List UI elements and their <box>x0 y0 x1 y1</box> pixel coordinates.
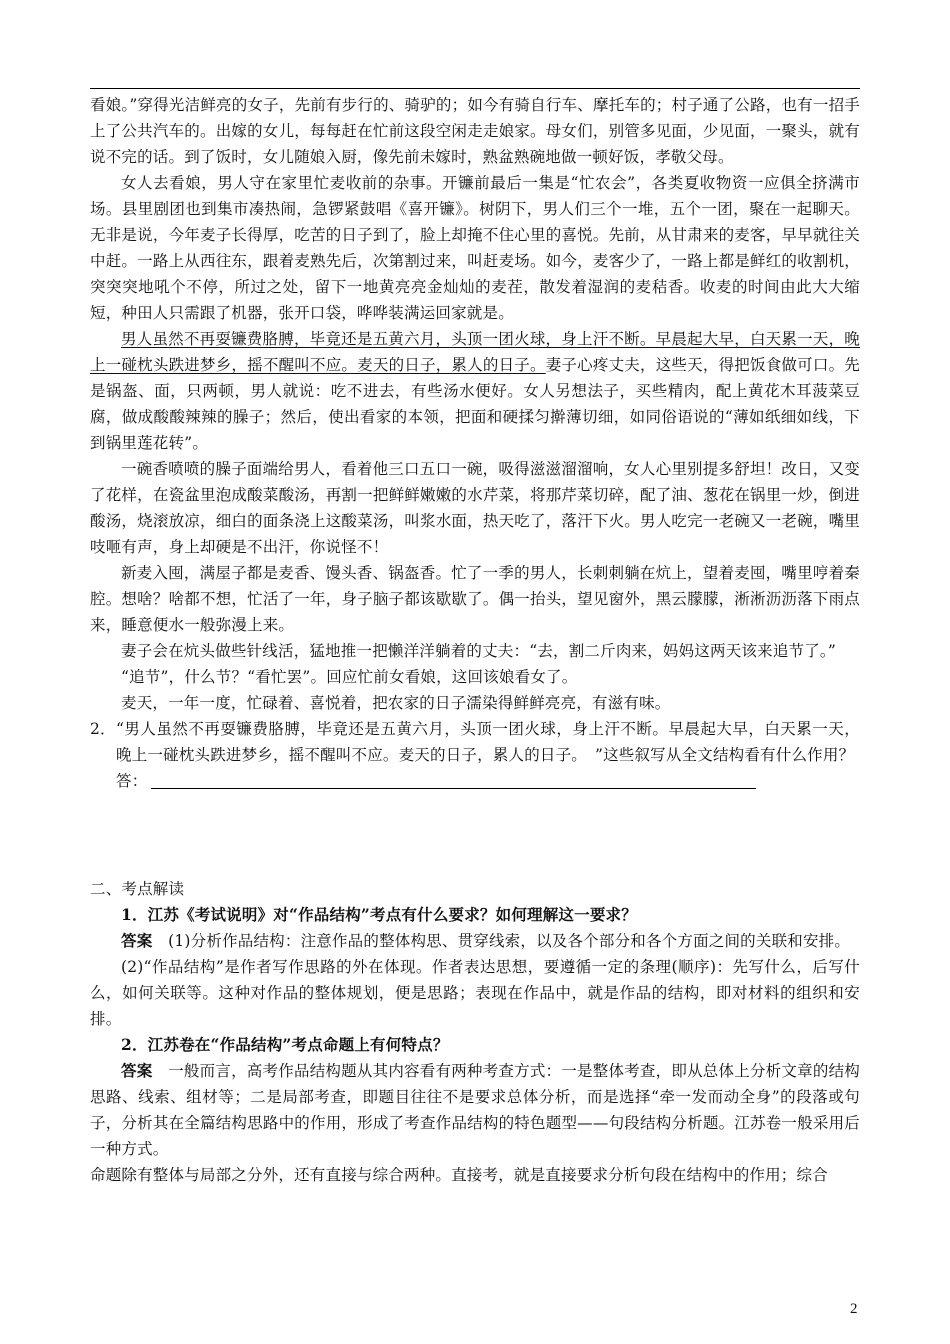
story-paragraph-6: 妻子会在炕头做些针线活，猛地推一把懒洋洋躺着的丈夫：“去，割二斤肉来，妈妈这两天该来追节了。” <box>121 642 837 660</box>
story-paragraph-1: 看娘。”穿得光洁鲜亮的女子，先前有步行的、骑驴的；如今有骑自行车、摩托车的；村子通了公路，也有一招手上了公共汽车的。出嫁的女儿，每每赶在忙前这段空闲走走娘家。母女们，别管多见面，少见面，一聚头，就有说不完的话。到了饭时，女儿随娘入厨，像先前未嫁时，熟盆熟碗地做一顿好饭，孝敬父母。 <box>90 96 860 166</box>
page-content <box>90 92 860 1188</box>
story-paragraph-3 <box>90 326 860 456</box>
section-answer-1-part-1-text: (1)分析作品结构：注意作品的整体构思、贯穿线索，以及各个部分和各个方面之间的关联和安排。 <box>168 932 851 950</box>
section-question-1: 1．江苏《考试说明》对“作品结构”考点有什么要求？如何理解这一要求？ <box>121 905 637 924</box>
answer-2-label: 答： <box>116 772 148 790</box>
story-paragraph-7: “追节”，什么节？“看忙罢”。回应忙前女看娘，这回该娘看女了。 <box>121 668 578 686</box>
section-answer-2-part-1-text: 一般而言，高考作品结构题从其内容看有两种考查方式：一是整体考查，即从总体上分析文章的结构思路、线索、组材等；二是局部考查，即题目往往不是要求总体分析，而是选择“牵一发而动全身”的段落或句子，分析其在全篇结构思路中的作用，形成了考查作品结构的特色题型——句段结构分析题。江苏卷一般采用后一种方式。 <box>90 1062 860 1158</box>
answer-2-row <box>90 768 860 794</box>
underlined-passage: 男人虽然不再耍镰费胳膊，毕竟还是五黄六月，头顶一团火球，身上汗不断。早晨起大早，白天累一天，晚上一碰枕头跌进梦乡，摇不醒叫不应。麦天的日子，累人的日子。 <box>90 330 860 374</box>
section-answer-1-part-2: (2)“作品结构”是作者写作思路的外在体现。作者表达思想，要遵循一定的条理(顺序)：先写什么，后写什么，如何关联等。这种对作品的整体规划，便是思路；表现在作品中，就是作品的结构，即对材料的组织和安排。 <box>90 958 860 1028</box>
story-paragraph-5: 新麦入囤，满屋子都是麦香、馒头香、锅盔香。忙了一季的男人，长刺刺躺在炕上，望着麦囤，嘴里哼着秦腔。想啥？啥都不想，忙活了一年，身子脑子都该歇歇了。偶一抬头，望见窗外，黑云朦朦，淅淅沥沥落下雨点来，睡意便水一般弥漫上来。 <box>90 564 860 634</box>
story-paragraph-4: 一碗香喷喷的臊子面端给男人，看着他三口五口一碗，吸得滋滋溜溜响，女人心里别提多舒坦！改日，又变了花样，在瓷盆里泡成酸菜酸汤，再割一把鲜鲜嫩嫩的水芹菜，将那芹菜切碎，配了油、葱花在锅里一炒，倒进酸汤，烧滚放凉，细白的面条浇上这酸菜汤，叫浆水面，热天吃了，落汗下火。男人吃完一老碗又一老碗，嘴里吱咂有声，身上却硬是不出汗，你说怪不！ <box>90 460 860 556</box>
section-question-2: 2．江苏卷在“作品结构”考点命题上有何特点？ <box>121 1035 449 1054</box>
question-2-number: 2． <box>90 720 116 738</box>
header-rule <box>90 88 860 89</box>
story-paragraph-2: 女人去看娘，男人守在家里忙麦收前的杂事。开镰前最后一集是“忙农会”，各类夏收物资一应俱全挤满市场。县里剧团也到集市凑热闹，急锣紧鼓唱《喜开镰》。树阴下，男人们三个一堆，五个一团，聚在一起聊天。无非是说，今年麦子长得厚，吃苦的日子到了，脸上却掩不住心里的喜悦。先前，从甘肃来的麦客，早早就往关中赶。一路上从西往东，跟着麦熟先后，次第割过来，叫赶麦场。如今，麦客少了，一路上都是鲜红的收割机，突突突地吼个不停，所过之处，留下一地黄亮亮金灿灿的麦茬，散发着湿润的麦秸香。收麦的时间由此大大缩短，种田人只需跟了机器，张开口袋，哗哗装满运回家就是。 <box>90 174 860 322</box>
section-answer-1-part-1 <box>90 928 860 954</box>
page-number: 2 <box>850 1301 858 1317</box>
question-2 <box>90 716 860 768</box>
section-answer-2-part-2: 命题除有整体与局部之分外，还有直接与综合两种。直接考，就是直接要求分析句段在结构中的作用；综合 <box>90 1166 828 1184</box>
story-paragraph-3-rest: 妻子心疼丈夫，这些天，得把饭食做可口。先是锅盔、面，只两顿，男人就说：吃不进去，有些汤水便好。女人另想法子，买些精肉，配上黄花木耳菠菜豆腐，做成酸酸辣辣的臊子；然后，使出看家的本领，把面和硬揉匀擀薄切细，如同俗语说的“薄如纸细如线，下到锅里莲花转”。 <box>90 356 860 452</box>
answer-2-blank-line[interactable] <box>151 788 756 789</box>
section-answer-2-part-1 <box>90 1058 860 1162</box>
answer-label: 答案 <box>121 931 153 950</box>
answer-label: 答案 <box>121 1061 153 1080</box>
story-paragraph-8: 麦天，一年一度，忙碌着、喜悦着，把农家的日子濡染得鲜鲜亮亮，有滋有味。 <box>121 694 671 712</box>
section-heading: 二、考点解读 <box>90 880 185 898</box>
question-2-text: “男人虽然不再耍镰费胳膊，毕竟还是五黄六月，头顶一团火球，身上汗不断。早晨起大早，白天累一天，晚上一碰枕头跌进梦乡，摇不醒叫不应。麦天的日子，累人的日子。 ”这些叙写从全文结构看有什么作用？ <box>116 720 860 764</box>
